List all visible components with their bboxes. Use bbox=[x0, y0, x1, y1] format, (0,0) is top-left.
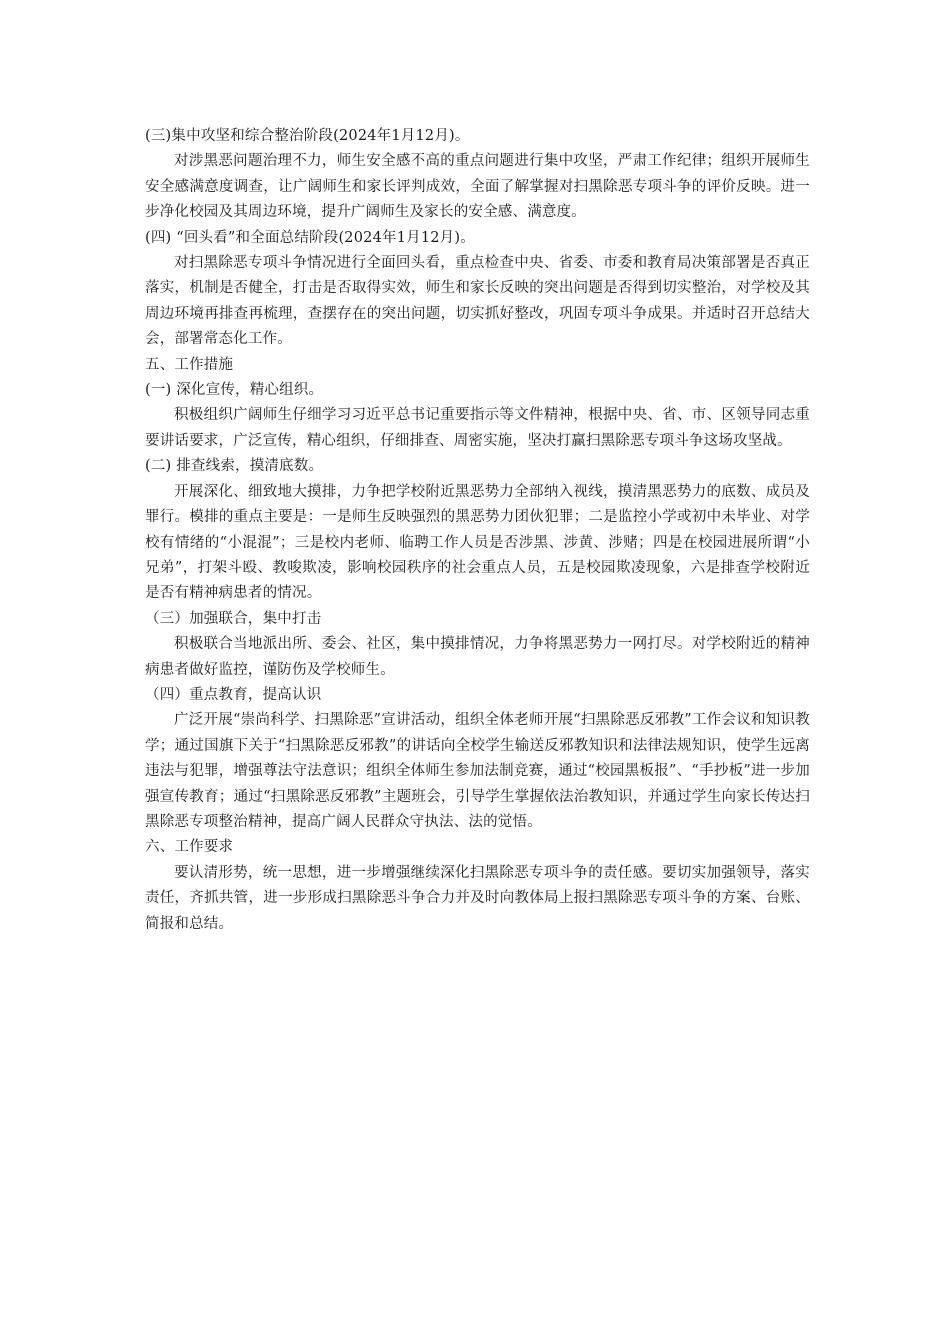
paragraph-3-4: 对扫黑除恶专项斗争情况进行全面回头看，重点检查中央、省委、市委和教育局决策部署是否真正落实，机制是否健全，打击是否取得实效，师生和家长反映的突出问题是否得到切实整治，对学校及其周边环境再排查再梳理，查摆存在的突出问题，切实抓好整改，巩固专项斗争成果。并适时召开总结大会，部署常态化工作。 bbox=[145, 255, 810, 348]
paragraph-5-4: 广泛开展“崇尚科学、扫黑除恶”宣讲活动，组织全体老师开展“扫黑除恶反邪教”工作会议和知识教学；通过国旗下关于“扫黑除恶反邪教”的讲话向全校学生输送反邪教知识和法律法规知识，使学生远离违法与犯罪，增强尊法守法意识；组织全体师生参加法制竞赛，通过“校园黑板报”、“手抄板”进一步加强宣传教育；通过“扫黑除恶反邪教”主题班会，引导学生掌握依法治教知识，并通过学生向家长传达扫黑除恶专项整治精神，提高广阔人民群众守执法、法的觉悟。 bbox=[145, 712, 810, 830]
paragraph-5-2: 开展深化、细致地大摸排，力争把学校附近黑恶势力全部纳入视线，摸清黑恶势力的底数、成员及罪行。模排的重点主要是：一是师生反映强烈的黑恶势力团伙犯罪；二是监控小学或初中未毕业、对学校有情绪的“小混混”；三是校内老师、临聘工作人员是否涉黑、涉黄、涉赌；四是在校园进展所谓“小兄弟”，打架斗殴、教唆欺凌，影响校园秩序的社会重点人员，五是校园欺凌现象，六是排查学校附近是否有精神病患者的情况。 bbox=[145, 483, 810, 602]
paragraph-3-3: 对涉黑恶问题治理不力，师生安全感不高的重点问题进行集中攻坚，严肃工作纪律；组织开展师生安全感满意度调查，让广阔师生和家长评判成效，全面了解掌握对扫黑除恶专项斗争的评价反映。进一步净化校园及其周边环境，提升广阔师生及家长的安全感、满意度。 bbox=[145, 153, 810, 221]
section-heading-5-2: (二) 排查线索，摸清底数。 bbox=[145, 458, 324, 475]
section-heading-5-1: (一) 深化宣传，精心组织。 bbox=[145, 382, 324, 399]
section-heading-5: 五、工作措施 bbox=[145, 356, 234, 373]
section-heading-6: 六、工作要求 bbox=[145, 839, 234, 856]
document-body bbox=[145, 124, 810, 937]
section-heading-5-3: （三）加强联合，集中打击 bbox=[145, 610, 322, 627]
section-heading-3-4: (四) “回头看”和全面总结阶段(2024年1月12月)。 bbox=[145, 229, 475, 246]
section-heading-3-3: (三)集中攻坚和综合整治阶段(2024年1月12月)。 bbox=[145, 128, 470, 144]
paragraph-6: 要认清形势，统一思想，进一步增强继续深化扫黑除恶专项斗争的责任感。要切实加强领导，落实责任，齐抓共管，进一步形成扫黑除恶斗争合力并及时向教体局上报扫黑除恶专项斗争的方案、台账、简报和总结。 bbox=[145, 864, 810, 932]
section-heading-5-4: （四）重点教育，提高认识 bbox=[145, 686, 322, 703]
paragraph-5-3: 积极联合当地派出所、委会、社区，集中摸排情况，力争将黑恶势力一网打尽。对学校附近的精神病患者做好监控，谨防伤及学校师生。 bbox=[145, 636, 810, 678]
paragraph-5-1: 积极组织广阔师生仔细学习习近平总书记重要指示等文件精神，根据中央、省、市、区领导同志重要讲话要求，广泛宣传，精心组织，仔细排查、周密实施，坚决打赢扫黑除恶专项斗争这场攻坚战。 bbox=[145, 407, 810, 449]
